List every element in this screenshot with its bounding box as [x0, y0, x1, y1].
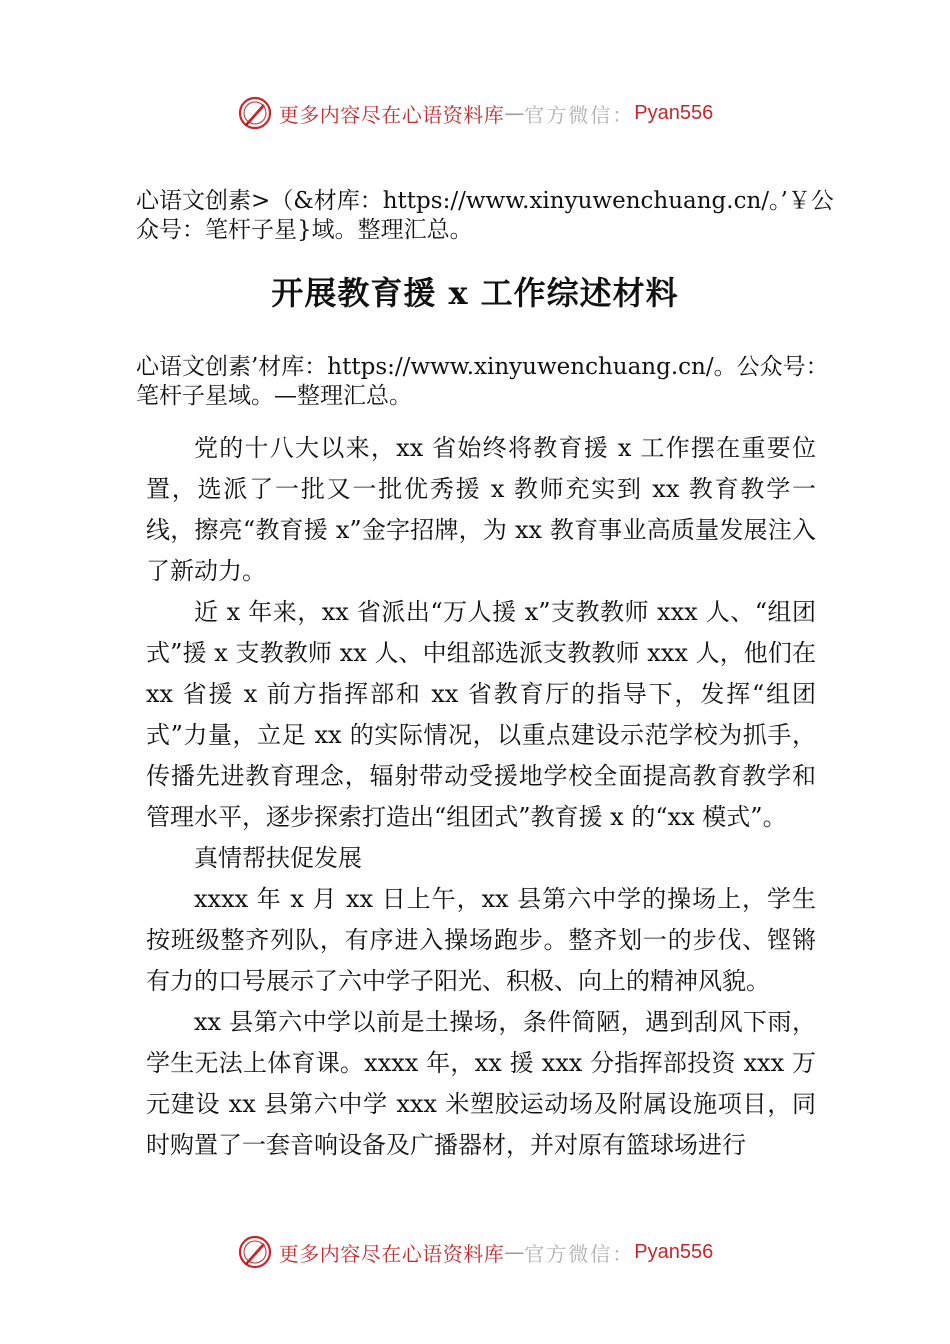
banner-brand-text: 更多内容尽在心语资料库 [278, 102, 505, 127]
source-note-second: 心语文创素’材库：https://www.xinyuwenchuang.cn/。公众号：笔杆子星域。—整理汇总。 [136, 354, 829, 409]
banner-wechat-label: 官方微信： [524, 102, 635, 127]
document-title: 开展教育援 x 工作综述材料 [271, 274, 679, 312]
banner-separator: — [504, 1240, 525, 1264]
paragraph: 党的十八大以来，xx 省始终将教育援 x 工作摆在重要位置，选派了一批又一批优秀援 x 教师充实到 xx 教育教学一线，擦亮“教育援 x”金字招牌，为 xx 教育事业高质量发展注入了新动力。 [146, 434, 816, 585]
document-body [146, 428, 816, 1166]
banner-separator: — [504, 101, 525, 125]
banner-brand-text: 更多内容尽在心语资料库 [278, 1241, 505, 1266]
paragraph: 近 x 年来，xx 省派出“万人援 x”支教教师 xxx 人、“组团式”援 x 支教教师 xx 人、中组部选派支教教师 xxx 人，他们在 xx 省援 x 前方指挥部和 xx 省教育厅的指导下，发挥“组团式”力量，立足 xx 的实际情况，以重点建设示范学校为抓手，传播先进教育理念，辐射带动受援地学校全面提高教育教学和管理水平，逐步探索打造出“组团式”教育援 x 的“xx 模式”。 [146, 598, 816, 831]
banner-wechat-id: Pyan556 [634, 1240, 714, 1263]
pen-logo-icon [237, 95, 273, 131]
footer-banner [0, 1232, 950, 1272]
source-note-top: 心语文创素>（&材库：https://www.xinyuwenchuang.cn/。’￥公众号：笔杆子星}域。整理汇总。 [136, 188, 834, 243]
banner-wechat-label: 官方微信： [524, 1241, 635, 1266]
paragraph: xx 县第六中学以前是土操场，条件简陋，遇到刮风下雨，学生无法上体育课。xxxx 年，xx 援 xxx 分指挥部投资 xxx 万元建设 xx 县第六中学 xxx 米塑胶运动场及附属设施项目，同时购置了一套音响设备及广播器材，并对原有篮球场进行 [146, 1008, 816, 1159]
paragraph: xxxx 年 x 月 xx 日上午，xx 县第六中学的操场上，学生按班级整齐列队，有序进入操场跑步。整齐划一的步伐、铿锵有力的口号展示了六中学子阳光、积极、向上的精神风貌。 [146, 885, 816, 995]
pen-logo-icon [237, 1234, 273, 1270]
banner-wechat-id: Pyan556 [634, 101, 714, 124]
section-heading: 真情帮扶促发展 [194, 844, 362, 872]
header-banner [0, 93, 950, 133]
